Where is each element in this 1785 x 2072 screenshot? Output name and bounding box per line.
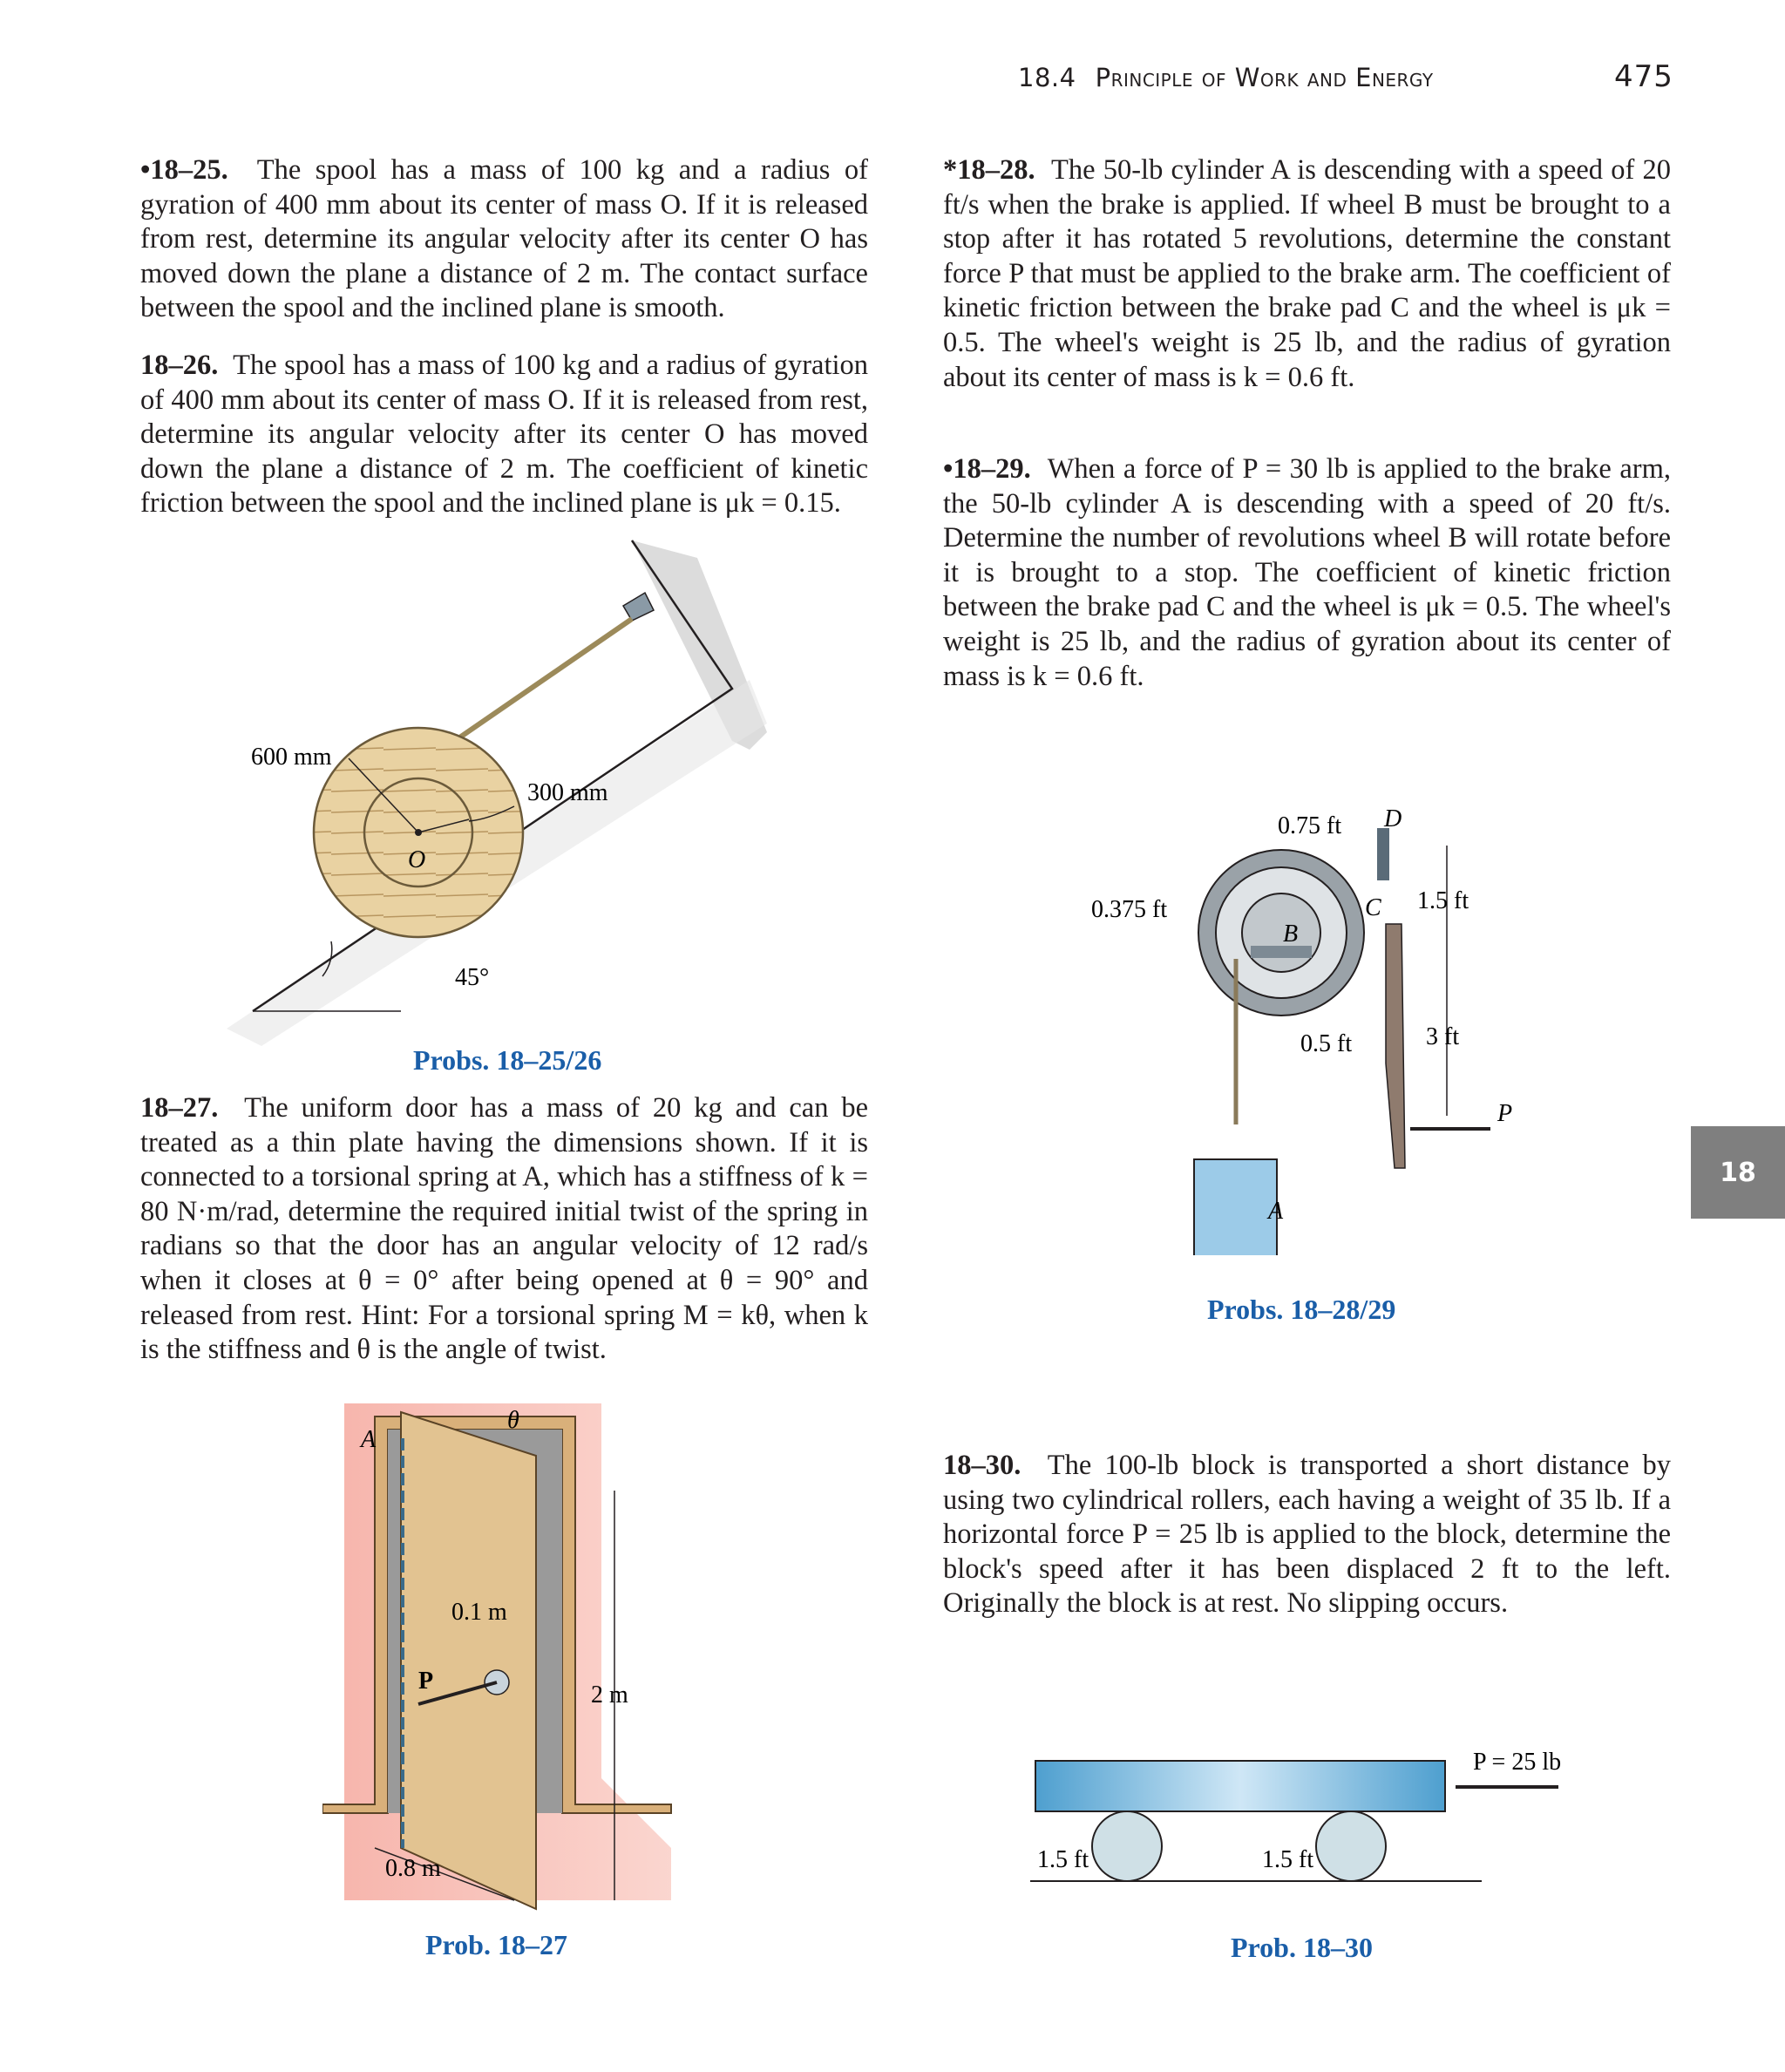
brake-rinner-label: 0.375 ft <box>1091 896 1168 923</box>
problem-text: The 50-lb cylinder A is descending with a speed of 20 ft/s when the brake is applied. If wheel B must be brought to a stop after it has rotated 5 revolutions, determine the constant force P that must be applied to the brake arm. The coefficient of kinetic friction between the brake pad C and the wheel is μk = 0.5. The wheel's weight is 25 lb, and the radius of gyration about its center of mass is k = 0.6 ft. <box>943 154 1671 393</box>
door-caption: Prob. 18–27 <box>425 1929 567 1960</box>
problem-18-29 <box>943 452 1671 694</box>
spool-caption: Probs. 18–25/26 <box>413 1044 602 1076</box>
problem-18-28 <box>943 153 1671 395</box>
rollers-r2-label: 1.5 ft <box>1262 1846 1314 1873</box>
problem-text: The spool has a mass of 100 kg and a radius of gyration of 400 mm about its center of mass O. If it is released from rest, determine its angular velocity after its center O has moved down the plane a distance of 2 m. The coefficient of kinetic friction between the spool and the inclined plane is μk = 0.15. <box>140 350 868 520</box>
problem-number: 18–26. <box>140 350 219 381</box>
problem-text: The spool has a mass of 100 kg and a radius of gyration of 400 mm about its center of mass O. If it is released from rest, determine its angular velocity after its center O has moved down the plane a distance of 2 m. The contact surface between the spool and the inclined plane is smooth. <box>140 154 869 324</box>
spool-figure <box>227 523 784 1046</box>
running-header <box>1018 63 1434 92</box>
brake-d-label: D <box>1384 805 1402 832</box>
problem-18-26 <box>140 349 868 521</box>
section-number: 18.4 <box>1018 63 1076 92</box>
brake-caption: Probs. 18–28/29 <box>1207 1294 1396 1325</box>
rollers-caption: Prob. 18–30 <box>1231 1932 1373 1963</box>
page-number: 475 <box>1614 59 1673 94</box>
door-figure <box>322 1377 689 1918</box>
problem-number: •18–25. <box>140 154 228 186</box>
problem-number: •18–29. <box>943 453 1031 485</box>
door-a-label: A <box>361 1426 377 1453</box>
spool-center-label: O <box>408 846 426 873</box>
door-offset-label: 0.1 m <box>451 1599 507 1626</box>
brake-router-label: 0.75 ft <box>1278 812 1342 839</box>
problem-text: When a force of P = 30 lb is applied to the brake arm, the 50-lb cylinder A is descending with a speed of 20 ft/s. Determine the number of revolutions wheel B will rotate before it is brought to a stop. The coefficient of kinetic friction between the brake pad C and the wheel is μk = 0.5. The wheel's weight is 25 lb, and the radius of gyration about its center of mass is k = 0.6 ft. <box>943 453 1671 692</box>
problem-number: 18–30. <box>943 1450 1021 1481</box>
door-force-label: P <box>418 1668 434 1695</box>
problem-18-27 <box>140 1091 868 1368</box>
problem-18-30 <box>943 1449 1671 1621</box>
door-theta-label: θ <box>507 1407 519 1434</box>
door-height-label: 2 m <box>591 1681 628 1709</box>
problem-18-25 <box>140 153 868 326</box>
rollers-figure <box>1020 1735 1595 1892</box>
brake-b-label: B <box>1283 921 1299 948</box>
rollers-force-label: P = 25 lb <box>1473 1749 1562 1776</box>
brake-upper-label: 1.5 ft <box>1417 887 1469 914</box>
brake-c-label: C <box>1365 894 1381 921</box>
rollers-r1-label: 1.5 ft <box>1037 1846 1089 1873</box>
problem-number: 18–27. <box>140 1092 219 1124</box>
problem-text: The 100-lb block is transported a short distance by using two cylindrical rollers, each having a weight of 35 lb. If a horizontal force P = 25 lb is applied to the block, determine the block's speed after it has been displaced 2 ft to the left. Originally the block is at rest. No slipping occurs. <box>943 1450 1672 1620</box>
door-width-label: 0.8 m <box>385 1855 441 1882</box>
spool-angle-label: 45° <box>455 964 490 991</box>
brake-lower-label: 3 ft <box>1426 1023 1460 1050</box>
brake-cyl-label: A <box>1268 1198 1284 1225</box>
problem-text: The uniform door has a mass of 20 kg and can be treated as a thin plate having the dimensions shown. If it is connected to a torsional spring at A, which has a stiffness of k = 80 N·m/rad, determine the required initial twist of the spring in radians so that the door has an angular velocity of 12 rad/s when it closes at θ = 0° after being opened at θ = 90° and released from rest. Hint: For a torsional spring M = kθ, when k is the stiffness and θ is the angle of twist. <box>140 1092 869 1366</box>
brake-pad-label: 0.5 ft <box>1300 1030 1353 1057</box>
spool-inner-label: 300 mm <box>527 779 608 806</box>
spool-outer-label: 600 mm <box>251 744 332 771</box>
brake-figure <box>1081 802 1534 1255</box>
section-title: Principle of Work and Energy <box>1095 63 1434 92</box>
chapter-tab: 18 <box>1691 1126 1785 1219</box>
problem-number: *18–28. <box>943 154 1035 186</box>
brake-force-label: P <box>1497 1100 1513 1127</box>
